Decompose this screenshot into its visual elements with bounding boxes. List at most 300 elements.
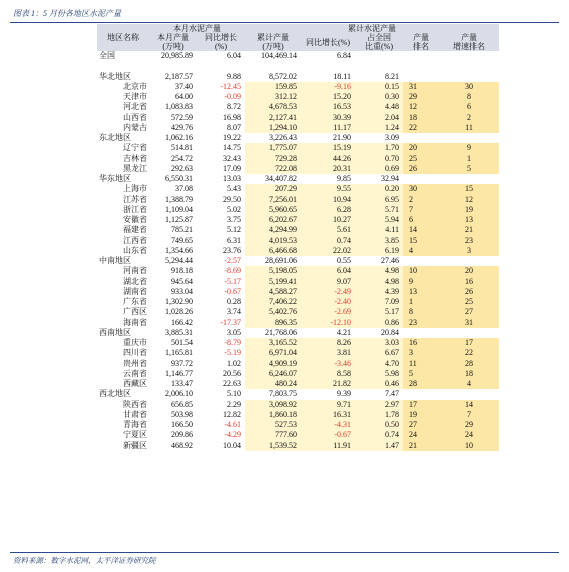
cum-output-cell: 1,539.52 [245, 441, 301, 451]
province-row [97, 297, 499, 307]
cum-yoy-cell: 9.55 [301, 184, 355, 194]
rank-output-cell: 20 [403, 143, 439, 153]
rank-output-cell: 17 [403, 400, 439, 410]
month-output-cell: 64.00 [175, 92, 193, 102]
share-cell: 4.39 [355, 287, 403, 297]
cum-yoy-cell: 20.31 [301, 164, 355, 174]
cum-output-cell: 7,256.01 [245, 195, 301, 205]
share-cell: 7.47 [355, 389, 403, 399]
province-name: 辽宁省 [123, 143, 147, 153]
province-row [97, 338, 499, 348]
province-name: 上海市 [123, 184, 147, 194]
cum-output-cell: 3,098.92 [245, 400, 301, 410]
rank-output-cell: 22 [403, 123, 439, 133]
province-row [97, 236, 499, 246]
month-yoy-cell: 8.07 [227, 122, 241, 132]
cum-yoy-cell: 16.53 [301, 102, 355, 112]
rank-growth-cell [439, 328, 499, 338]
province-name: 福建省 [123, 225, 147, 235]
province-name: 西南地区 [97, 328, 149, 338]
region-row [97, 174, 499, 184]
cum-output-cell: 312.12 [245, 92, 301, 102]
cum-yoy-cell: 9.85 [301, 174, 355, 184]
region-row [97, 328, 499, 338]
rank-growth-cell [439, 256, 499, 266]
month-yoy-cell: -8.69 [224, 266, 241, 276]
spacer-row [97, 61, 499, 71]
region-row [97, 72, 499, 82]
share-cell: 20.84 [355, 328, 403, 338]
province-name: 山西省 [123, 112, 147, 122]
cum-output-cell: 159.85 [245, 82, 301, 92]
province-row [97, 205, 499, 215]
region-row [97, 256, 499, 266]
cum-yoy-cell: 6.84 [301, 51, 355, 61]
month-yoy-cell: 14.75 [223, 143, 241, 153]
rank-output-cell: 18 [403, 113, 439, 123]
rank-growth-cell: 15 [439, 184, 499, 194]
cum-yoy-cell: 22.02 [301, 246, 355, 256]
month-output-cell: 429.76 [171, 122, 193, 132]
month-yoy-cell: 20.56 [223, 368, 241, 378]
month-yoy-cell: 9.88 [197, 72, 245, 82]
rank-growth-cell [439, 174, 499, 184]
cum-yoy-cell: -12.10 [301, 318, 355, 328]
month-yoy-cell: 12.82 [223, 409, 241, 419]
share-cell: 0.30 [355, 92, 403, 102]
cum-output-cell: 5,198.05 [245, 266, 301, 276]
cum-output-cell: 4,909.19 [245, 359, 301, 369]
rank-output-cell [403, 133, 439, 143]
cum-yoy-cell: 44.26 [301, 154, 355, 164]
rank-growth-cell [439, 389, 499, 399]
cum-output-cell: 5,199.41 [245, 277, 301, 287]
province-row [97, 420, 499, 430]
cum-output-cell: 21,768.06 [245, 328, 301, 338]
cum-output-cell [245, 61, 301, 71]
cum-yoy-cell: -2.69 [301, 307, 355, 317]
cum-yoy-cell: -2.49 [301, 287, 355, 297]
rank-growth-cell: 18 [439, 369, 499, 379]
share-cell: 4.48 [355, 102, 403, 112]
rank-growth-cell: 7 [439, 410, 499, 420]
cum-yoy-cell: 0.55 [301, 256, 355, 266]
share-cell: 5.71 [355, 205, 403, 215]
rank-growth-cell [439, 133, 499, 143]
month-output-cell: 20,985.89 [149, 51, 197, 61]
rank-growth-cell [439, 72, 499, 82]
month-output-cell: 1,165.81 [165, 348, 193, 358]
share-cell: 4.98 [355, 266, 403, 276]
rank-growth-cell: 16 [439, 277, 499, 287]
month-yoy-cell: -5.19 [224, 348, 241, 358]
province-row [97, 277, 499, 287]
month-output-cell: 468.92 [171, 440, 193, 450]
month-output-cell: 937.72 [171, 358, 193, 368]
month-yoy-cell: 2.29 [227, 399, 241, 409]
month-yoy-cell: 8.72 [227, 102, 241, 112]
month-yoy-cell: 22.63 [223, 379, 241, 389]
rank-growth-cell: 4 [439, 379, 499, 389]
region-row [97, 133, 499, 143]
share-cell: 27.46 [355, 256, 403, 266]
cum-yoy-cell: 21.90 [301, 133, 355, 143]
province-row [97, 430, 499, 440]
month-output-cell: 503.98 [171, 409, 193, 419]
cum-yoy-cell: 9.39 [301, 389, 355, 399]
rank-output-cell: 4 [403, 246, 439, 256]
share-cell: 2.97 [355, 400, 403, 410]
rank-output-cell: 27 [403, 420, 439, 430]
province-name: 河南省 [123, 266, 147, 276]
cum-output-cell: 4,588.27 [245, 287, 301, 297]
rank-output-cell: 11 [403, 359, 439, 369]
province-row [97, 102, 499, 112]
rank-growth-cell: 11 [439, 123, 499, 133]
month-yoy-cell: -5.17 [224, 276, 241, 286]
month-output-cell: 749.65 [171, 235, 193, 245]
province-row [97, 369, 499, 379]
rank-output-cell: 2 [403, 195, 439, 205]
cum-output-cell: 896.35 [245, 318, 301, 328]
rank-growth-cell: 27 [439, 307, 499, 317]
cum-output-cell: 777.60 [245, 430, 301, 440]
rank-output-cell [403, 389, 439, 399]
rank-output-cell: 30 [403, 184, 439, 194]
month-output-cell: 1,083.83 [165, 102, 193, 112]
cum-output-cell: 6,246.07 [245, 369, 301, 379]
header-cum-yoy: 同比增长(%) [301, 33, 355, 51]
province-row [97, 441, 499, 451]
rank-output-cell [403, 174, 439, 184]
month-yoy-cell: 5.02 [227, 204, 241, 214]
province-name: 浙江省 [123, 204, 147, 214]
share-cell: 0.20 [355, 184, 403, 194]
rank-growth-cell: 31 [439, 318, 499, 328]
share-cell: 6.95 [355, 195, 403, 205]
rank-output-cell: 8 [403, 307, 439, 317]
share-cell: 6.67 [355, 348, 403, 358]
rank-growth-cell: 30 [439, 82, 499, 92]
rank-growth-cell: 5 [439, 164, 499, 174]
cum-yoy-cell: 6.04 [301, 266, 355, 276]
rank-output-cell: 25 [403, 154, 439, 164]
province-name: 河北省 [123, 102, 147, 112]
cum-output-cell: 5,960.65 [245, 205, 301, 215]
province-name: 湖南省 [123, 286, 147, 296]
cum-yoy-cell: 4.21 [301, 328, 355, 338]
title-rule [10, 22, 559, 23]
month-output-cell: 1,146.77 [165, 368, 193, 378]
province-name: 天津市 [123, 92, 147, 102]
month-output-cell: 1,062.16 [149, 133, 197, 143]
month-yoy-cell: 17.09 [223, 163, 241, 173]
rank-output-cell [403, 51, 439, 61]
month-yoy-cell: 6.31 [227, 235, 241, 245]
share-cell: 0.15 [355, 82, 403, 92]
rank-growth-cell: 13 [439, 215, 499, 225]
province-row [97, 215, 499, 225]
cum-output-cell: 7,406.22 [245, 297, 301, 307]
month-yoy-cell: -17.37 [220, 317, 241, 327]
rank-growth-cell: 20 [439, 266, 499, 276]
month-output-cell: 1,302.90 [165, 297, 193, 307]
header-region: 地区名称 [97, 24, 149, 51]
cum-yoy-cell: 6.28 [301, 205, 355, 215]
month-yoy-cell: 29.50 [223, 194, 241, 204]
header-month-output: 本月产量 (万吨) [149, 33, 197, 51]
cum-output-cell: 7,803.75 [245, 389, 301, 399]
share-cell: 7.09 [355, 297, 403, 307]
rank-growth-cell: 1 [439, 154, 499, 164]
rank-growth-cell [439, 61, 499, 71]
source-note: 资料来源：数字水泥网，太平洋证券研究院 [13, 556, 156, 565]
share-cell: 3.09 [355, 133, 403, 143]
rank-output-cell: 10 [403, 266, 439, 276]
share-cell: 1.47 [355, 441, 403, 451]
cum-output-cell: 4,678.53 [245, 102, 301, 112]
cum-yoy-cell: 10.27 [301, 215, 355, 225]
month-yoy-cell: 13.03 [197, 174, 245, 184]
month-yoy-cell: 32.43 [223, 153, 241, 163]
cum-output-cell: 5,402.76 [245, 307, 301, 317]
header-share: 占全国 比重(%) [355, 33, 403, 51]
month-output-cell: 166.50 [171, 420, 193, 430]
cum-output-cell: 28,691.06 [245, 256, 301, 266]
month-output-cell: 572.59 [171, 112, 193, 122]
month-output-cell: 37.40 [175, 81, 193, 91]
cum-yoy-cell: 21.82 [301, 379, 355, 389]
share-cell: 1.78 [355, 410, 403, 420]
rank-growth-cell: 21 [439, 225, 499, 235]
rank-output-cell: 13 [403, 287, 439, 297]
province-name: 贵州省 [123, 358, 147, 368]
rank-growth-cell: 19 [439, 205, 499, 215]
month-output-cell: 933.04 [171, 286, 193, 296]
cum-output-cell: 480.24 [245, 379, 301, 389]
province-row [97, 154, 499, 164]
share-cell: 5.94 [355, 215, 403, 225]
rank-growth-cell: 24 [439, 430, 499, 440]
header-group-month: 本月水泥产量 [149, 24, 245, 33]
rank-output-cell: 6 [403, 215, 439, 225]
cum-output-cell: 207.29 [245, 184, 301, 194]
rank-output-cell: 23 [403, 318, 439, 328]
cum-yoy-cell: 11.91 [301, 441, 355, 451]
province-name: 华东地区 [97, 174, 149, 184]
rank-growth-cell: 29 [439, 420, 499, 430]
rank-output-cell: 16 [403, 338, 439, 348]
month-yoy-cell: -4.61 [224, 420, 241, 430]
province-name: 黑龙江 [123, 163, 147, 173]
province-row [97, 410, 499, 420]
cum-output-cell: 34,407.82 [245, 174, 301, 184]
province-name: 四川省 [123, 348, 147, 358]
cum-yoy-cell: 15.19 [301, 143, 355, 153]
month-output-cell: 2,187.57 [149, 72, 197, 82]
figure-title: 图表 1：5 月份各地区水泥产量 [13, 9, 121, 18]
rank-growth-cell: 25 [439, 297, 499, 307]
region-row [97, 51, 499, 61]
month-yoy-cell: -8.79 [224, 338, 241, 348]
month-output-cell: 1,125.87 [165, 215, 193, 225]
share-cell: 4.70 [355, 359, 403, 369]
month-yoy-cell: 5.43 [227, 184, 241, 194]
cum-yoy-cell: 5.61 [301, 225, 355, 235]
share-cell: 5.98 [355, 369, 403, 379]
province-row [97, 92, 499, 102]
share-cell: 8.21 [355, 72, 403, 82]
province-name: 江苏省 [123, 194, 147, 204]
province-row [97, 318, 499, 328]
rank-growth-cell: 12 [439, 195, 499, 205]
province-name: 宁夏区 [123, 430, 147, 440]
rank-output-cell: 24 [403, 430, 439, 440]
share-cell: 4.98 [355, 277, 403, 287]
rank-growth-cell: 22 [439, 348, 499, 358]
month-output-cell: 5,294.44 [149, 256, 197, 266]
header-month-yoy: 同比增长 (%) [197, 33, 245, 51]
rank-growth-cell: 23 [439, 236, 499, 246]
rank-growth-cell: 2 [439, 113, 499, 123]
month-output-cell: 1,109.04 [165, 204, 193, 214]
month-yoy-cell: 3.74 [227, 307, 241, 317]
month-yoy-cell [197, 61, 245, 71]
cum-yoy-cell: -4.31 [301, 420, 355, 430]
month-output-cell: 166.42 [171, 317, 193, 327]
month-output-cell: 656.85 [171, 399, 193, 409]
rank-output-cell: 19 [403, 410, 439, 420]
month-output-cell: 133.47 [171, 379, 193, 389]
cum-yoy-cell: 30.39 [301, 113, 355, 123]
province-row [97, 143, 499, 153]
share-cell: 0.50 [355, 420, 403, 430]
province-name: 广西区 [123, 307, 147, 317]
province-name: 吉林省 [123, 153, 147, 163]
month-output-cell: 1,028.26 [165, 307, 193, 317]
month-output-cell: 292.63 [171, 163, 193, 173]
cum-output-cell: 6,202.67 [245, 215, 301, 225]
rank-output-cell: 14 [403, 225, 439, 235]
province-row [97, 266, 499, 276]
cum-output-cell: 104,469.14 [245, 51, 301, 61]
share-cell: 32.94 [355, 174, 403, 184]
rank-growth-cell: 6 [439, 102, 499, 112]
province-row [97, 82, 499, 92]
province-name: 东北地区 [97, 133, 149, 143]
share-cell: 3.85 [355, 236, 403, 246]
province-name: 全国 [97, 51, 149, 61]
month-output-cell [149, 61, 197, 71]
month-yoy-cell: 16.98 [223, 112, 241, 122]
rank-output-cell: 1 [403, 297, 439, 307]
share-cell: 0.70 [355, 154, 403, 164]
share-cell: 4.11 [355, 225, 403, 235]
rank-growth-cell [439, 51, 499, 61]
rank-growth-cell: 3 [439, 246, 499, 256]
cum-output-cell: 722.08 [245, 164, 301, 174]
header-group-cumulative: 累计水泥产量 [245, 24, 499, 33]
month-output-cell: 2,006.10 [149, 389, 197, 399]
rank-output-cell: 28 [403, 379, 439, 389]
cum-yoy-cell: 18.11 [301, 72, 355, 82]
cum-yoy-cell: 3.81 [301, 348, 355, 358]
province-name: 湖北省 [123, 276, 147, 286]
share-cell: 6.19 [355, 246, 403, 256]
cum-output-cell: 1,294.10 [245, 123, 301, 133]
cum-output-cell: 8,572.02 [245, 72, 301, 82]
rank-output-cell [403, 72, 439, 82]
province-name [97, 61, 149, 71]
header-cum-output: 累计产量 (万吨) [245, 33, 301, 51]
cum-yoy-cell: -2.40 [301, 297, 355, 307]
share-cell: 2.04 [355, 113, 403, 123]
share-cell [355, 51, 403, 61]
month-output-cell: 254.72 [171, 153, 193, 163]
province-row [97, 287, 499, 297]
rank-growth-cell: 10 [439, 441, 499, 451]
province-name: 安徽省 [123, 215, 147, 225]
month-output-cell: 1,388.79 [165, 194, 193, 204]
province-name: 内蒙古 [123, 122, 147, 132]
province-name: 华北地区 [97, 72, 149, 82]
rank-growth-cell: 26 [439, 287, 499, 297]
cum-output-cell: 1,775.07 [245, 143, 301, 153]
rank-output-cell [403, 256, 439, 266]
month-output-cell: 918.18 [171, 266, 193, 276]
cum-output-cell: 4,019.53 [245, 236, 301, 246]
province-name: 海南省 [123, 317, 147, 327]
cum-yoy-cell: -3.46 [301, 359, 355, 369]
month-output-cell: 1,354.66 [165, 245, 193, 255]
cum-output-cell: 6,971.04 [245, 348, 301, 358]
cum-output-cell: 3,165.52 [245, 338, 301, 348]
rank-growth-cell: 17 [439, 338, 499, 348]
province-row [97, 225, 499, 235]
rank-output-cell: 15 [403, 236, 439, 246]
province-row [97, 246, 499, 256]
province-row [97, 123, 499, 133]
province-name: 新疆区 [123, 440, 147, 450]
month-yoy-cell: -0.67 [224, 286, 241, 296]
rank-output-cell: 12 [403, 102, 439, 112]
share-cell [355, 61, 403, 71]
month-yoy-cell: -12.45 [220, 81, 241, 91]
cum-yoy-cell: 10.94 [301, 195, 355, 205]
cum-yoy-cell: 0.74 [301, 236, 355, 246]
share-cell: 0.86 [355, 318, 403, 328]
month-output-cell: 6,550.31 [149, 174, 197, 184]
cum-yoy-cell: -9.16 [301, 82, 355, 92]
province-row [97, 195, 499, 205]
rank-output-cell: 29 [403, 92, 439, 102]
share-cell: 1.24 [355, 123, 403, 133]
share-cell: 0.74 [355, 430, 403, 440]
cum-output-cell: 729.28 [245, 154, 301, 164]
region-row [97, 389, 499, 399]
province-name: 广东省 [123, 297, 147, 307]
month-output-cell: 785.21 [171, 225, 193, 235]
rank-output-cell: 5 [403, 369, 439, 379]
month-yoy-cell: 19.22 [197, 133, 245, 143]
share-cell: 5.17 [355, 307, 403, 317]
rank-output-cell: 3 [403, 348, 439, 358]
province-name: 北京市 [123, 81, 147, 91]
province-name: 陕西省 [123, 399, 147, 409]
month-yoy-cell: -4.29 [224, 430, 241, 440]
province-name: 云南省 [123, 368, 147, 378]
province-row [97, 307, 499, 317]
